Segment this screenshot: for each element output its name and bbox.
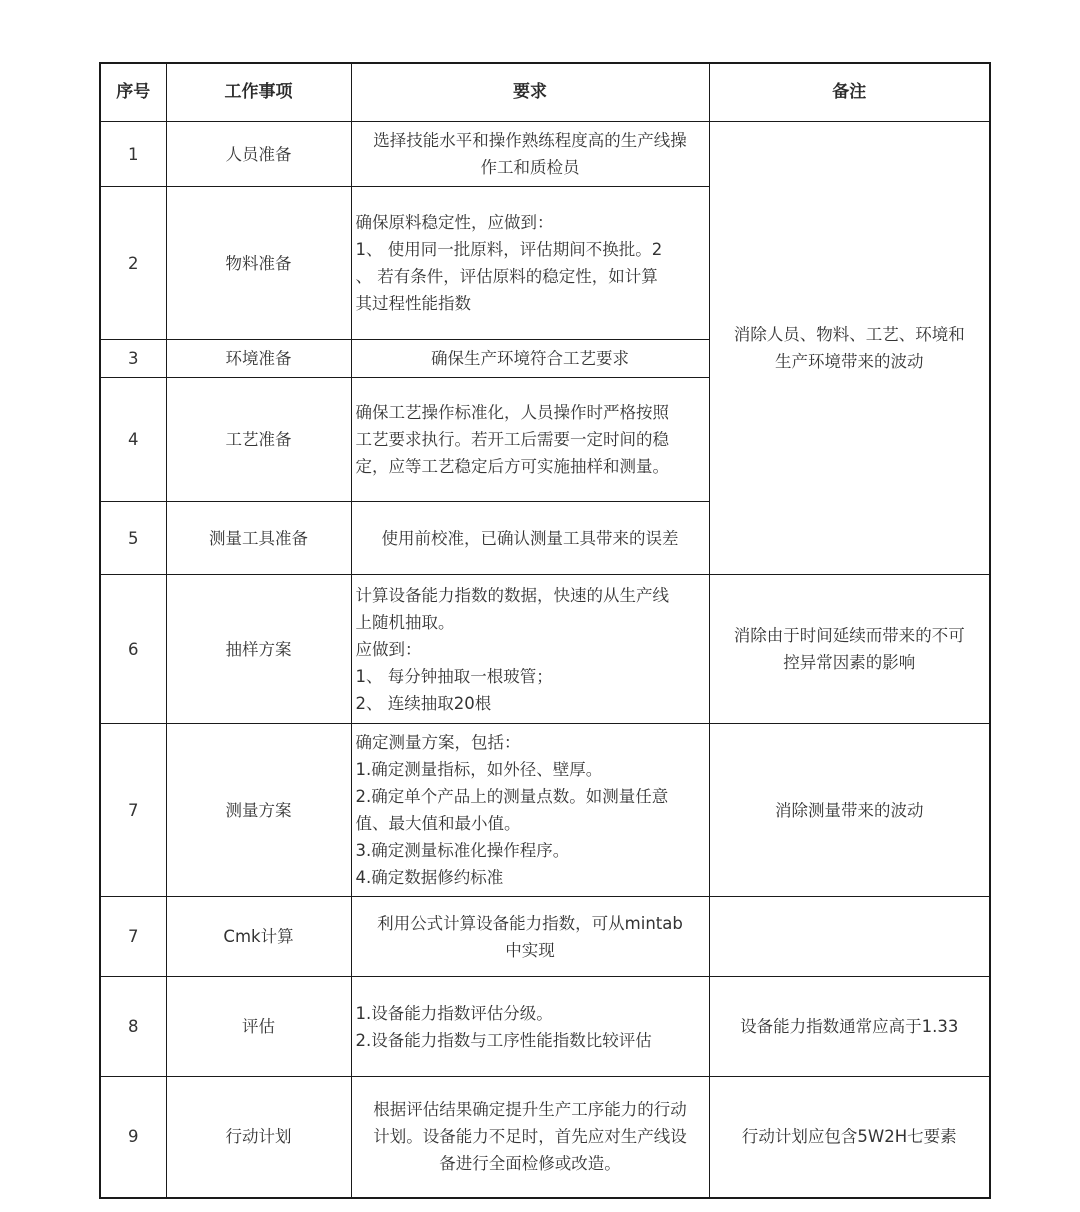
row-item: 抽样方案 (166, 575, 351, 724)
requirement-line: 值、最大值和最小值。 (355, 814, 521, 833)
row-item: 环境准备 (166, 340, 351, 378)
row-remark (709, 977, 990, 1077)
row-no: 7 (100, 724, 166, 897)
row-requirement (351, 187, 709, 340)
table-row (100, 977, 990, 1077)
row-remark (709, 724, 990, 897)
row-item: 评估 (166, 977, 351, 1077)
row-no: 7 (100, 897, 166, 977)
requirement-line: 计划。设备能力不足时，首先应对生产线设 (373, 1127, 687, 1147)
header-row (100, 63, 990, 122)
requirement-line: 确保生产环境符合工艺要求 (431, 349, 629, 368)
row-item: 人员准备 (166, 122, 351, 187)
row-remark (709, 575, 990, 724)
header-no: 序号 (100, 63, 166, 122)
requirement-line: 根据评估结果确定提升生产工序能力的行动 (373, 1100, 687, 1120)
row-requirement (351, 122, 709, 187)
header-item: 工作事项 (166, 63, 351, 122)
process-capability-table (99, 62, 991, 1199)
row-requirement (351, 1077, 709, 1198)
requirement-line: 1、 使用同一批原料，评估期间不换批。2 (355, 240, 663, 259)
row-no: 5 (100, 502, 166, 575)
header-remark: 备注 (709, 63, 990, 122)
row-requirement (351, 340, 709, 378)
requirement-line: 定，应等工艺稳定后方可实施抽样和测量。 (355, 457, 669, 476)
row-remark-empty (709, 897, 990, 977)
requirement-line: 确保原料稳定性，应做到： (355, 213, 554, 232)
requirement-line: 3.确定测量标准化操作程序。 (355, 841, 570, 860)
requirement-line: 备进行全面检修或改造。 (439, 1154, 621, 1174)
table-row (100, 897, 990, 977)
row-requirement (351, 724, 709, 897)
requirement-line: 应做到： (355, 639, 422, 659)
remark-line: 行动计划应包含5W2H七要素 (741, 1127, 957, 1147)
remark-line: 生产环境带来的波动 (775, 352, 924, 371)
requirement-line: 1.设备能力指数评估分级。 (355, 1003, 553, 1023)
requirement-line: 4.确定数据修约标准 (355, 868, 504, 887)
row-no: 2 (100, 187, 166, 340)
table-row (100, 122, 990, 187)
remark-line: 消除由于时间延续而带来的不可 (733, 626, 965, 645)
row-no: 8 (100, 977, 166, 1077)
row-no: 6 (100, 575, 166, 724)
row-item: 工艺准备 (166, 378, 351, 502)
remark-line: 消除人员、物料、工艺、环境和 (733, 325, 965, 344)
row-no: 9 (100, 1077, 166, 1198)
row-requirement (351, 502, 709, 575)
table-row (100, 1077, 990, 1198)
requirement-line: 上随机抽取。 (355, 612, 455, 632)
table-row (100, 724, 990, 897)
remark-line: 控异常因素的影响 (783, 653, 916, 672)
requirement-line: 选择技能水平和操作熟练程度高的生产线操 (373, 131, 687, 150)
requirement-line: 2.设备能力指数与工序性能指数比较评估 (355, 1030, 652, 1050)
requirement-line: 其过程性能指数 (355, 294, 471, 313)
row-item: 测量方案 (166, 724, 351, 897)
requirement-line: 利用公式计算设备能力指数，可从mintab (377, 913, 683, 933)
requirement-line: 工艺要求执行。若开工后需要一定时间的稳 (355, 430, 669, 449)
row-no: 1 (100, 122, 166, 187)
row-no: 4 (100, 378, 166, 502)
row-requirement (351, 897, 709, 977)
requirement-line: 确保工艺操作标准化，人员操作时严格按照 (355, 403, 669, 422)
requirement-line: 作工和质检员 (480, 158, 580, 177)
row-requirement (351, 977, 709, 1077)
requirement-line: 中实现 (505, 940, 555, 960)
requirement-line: 2、 连续抽取20根 (355, 693, 492, 713)
row-no: 3 (100, 340, 166, 378)
requirement-line: 确定测量方案，包括： (355, 733, 521, 752)
requirement-line: 1.确定测量指标，如外径、壁厚。 (355, 760, 603, 779)
row-item: Cmk计算 (166, 897, 351, 977)
table-row (100, 575, 990, 724)
header-requirement: 要求 (351, 63, 709, 122)
requirement-line: 计算设备能力指数的数据，快速的从生产线 (355, 585, 669, 605)
requirement-line: 2.确定单个产品上的测量点数。如测量任意 (355, 787, 669, 806)
requirement-line: 1、 每分钟抽取一根玻管； (355, 666, 553, 686)
remark-line: 消除测量带来的波动 (775, 800, 924, 820)
requirement-line: 使用前校准，已确认测量工具带来的误差 (381, 528, 679, 548)
row-item: 行动计划 (166, 1077, 351, 1198)
row-item: 物料准备 (166, 187, 351, 340)
row-item: 测量工具准备 (166, 502, 351, 575)
row-requirement (351, 575, 709, 724)
row-requirement (351, 378, 709, 502)
row-remark-merged (709, 122, 990, 575)
remark-line: 设备能力指数通常应高于1.33 (740, 1017, 959, 1036)
row-remark (709, 1077, 990, 1198)
requirement-line: 、 若有条件，评估原料的稳定性，如计算 (355, 267, 658, 286)
